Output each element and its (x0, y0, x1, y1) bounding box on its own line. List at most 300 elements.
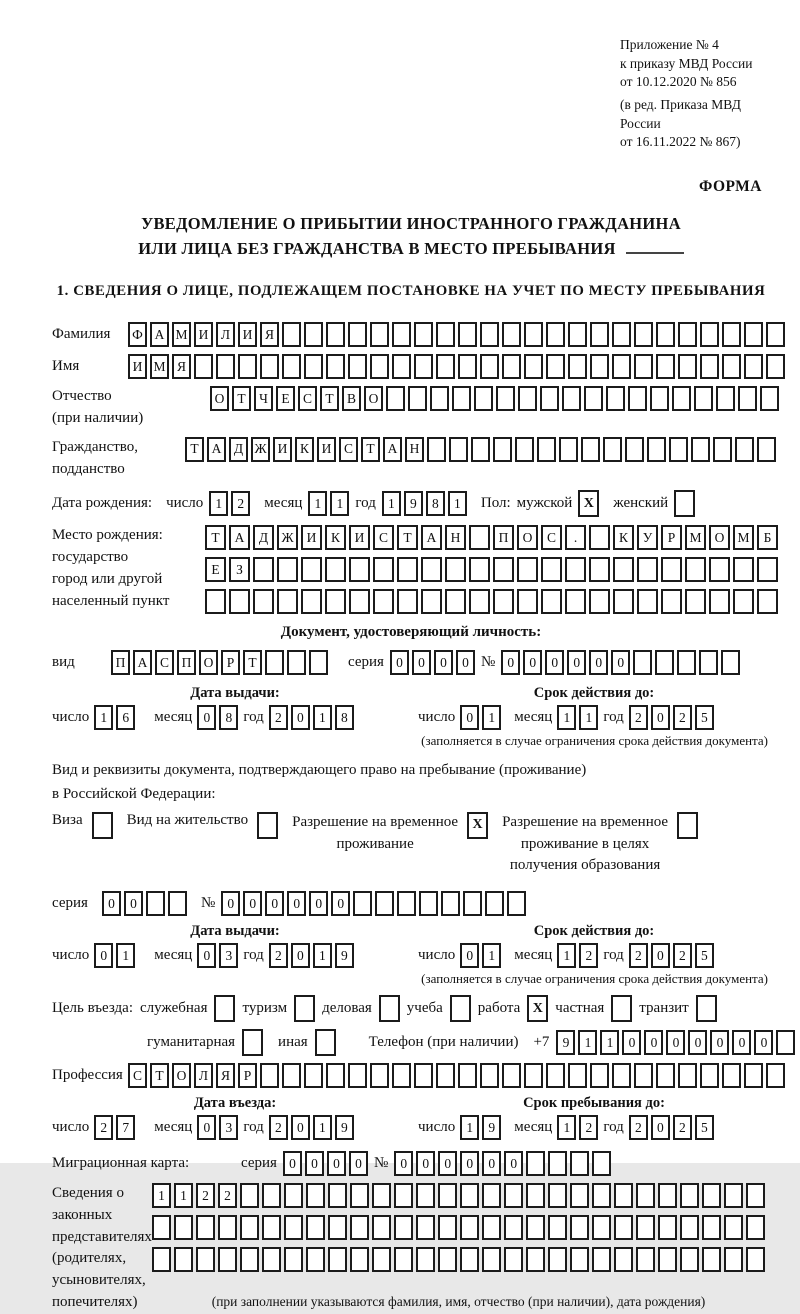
gender-male-checkbox[interactable]: X (578, 490, 599, 517)
char-cell[interactable]: Т (243, 650, 262, 675)
char-cell[interactable] (526, 1183, 545, 1208)
char-cell[interactable]: 0 (545, 650, 564, 675)
char-cell[interactable] (700, 322, 719, 347)
char-cell[interactable]: 8 (426, 491, 445, 516)
char-cell[interactable] (353, 891, 372, 916)
char-cell[interactable] (746, 1183, 765, 1208)
char-cell[interactable] (328, 1247, 347, 1272)
char-cell[interactable] (474, 386, 493, 411)
char-cell[interactable]: А (150, 322, 169, 347)
char-cell[interactable] (348, 322, 367, 347)
char-cell[interactable]: 1 (578, 1030, 597, 1055)
char-cell[interactable] (414, 322, 433, 347)
purpose-private-checkbox[interactable] (611, 995, 632, 1022)
purpose-transit-checkbox[interactable] (696, 995, 717, 1022)
char-cell[interactable]: З (229, 557, 250, 582)
char-cell[interactable] (394, 1215, 413, 1240)
char-cell[interactable]: А (133, 650, 152, 675)
char-cell[interactable]: Т (205, 525, 226, 550)
char-cell[interactable]: 2 (196, 1183, 215, 1208)
char-cell[interactable] (709, 557, 730, 582)
char-cell[interactable]: 0 (666, 1030, 685, 1055)
char-cell[interactable] (326, 354, 345, 379)
char-cell[interactable] (614, 1183, 633, 1208)
char-cell[interactable] (240, 1247, 259, 1272)
char-cell[interactable]: 0 (688, 1030, 707, 1055)
char-cell[interactable] (205, 589, 226, 614)
char-cell[interactable]: 0 (283, 1151, 302, 1176)
char-cell[interactable]: 0 (124, 891, 143, 916)
char-cell[interactable] (469, 589, 490, 614)
char-cell[interactable] (592, 1247, 611, 1272)
char-cell[interactable]: 0 (197, 705, 216, 730)
char-cell[interactable] (284, 1247, 303, 1272)
char-cell[interactable]: . (565, 525, 586, 550)
char-cell[interactable] (733, 557, 754, 582)
char-cell[interactable] (655, 650, 674, 675)
char-cell[interactable] (240, 1183, 259, 1208)
char-cell[interactable]: 1 (448, 491, 467, 516)
char-cell[interactable] (507, 891, 526, 916)
char-cell[interactable] (373, 557, 394, 582)
char-cell[interactable] (370, 322, 389, 347)
char-cell[interactable] (445, 589, 466, 614)
char-cell[interactable] (589, 557, 610, 582)
char-cell[interactable] (196, 1247, 215, 1272)
char-cell[interactable] (760, 386, 779, 411)
migcard-series-cells[interactable] (283, 1151, 368, 1176)
char-cell[interactable]: 2 (629, 943, 648, 968)
birth-day-cells[interactable] (209, 491, 250, 516)
char-cell[interactable]: Ф (128, 322, 147, 347)
char-cell[interactable]: 1 (313, 705, 332, 730)
char-cell[interactable] (394, 1247, 413, 1272)
stay-year[interactable] (629, 1115, 714, 1140)
char-cell[interactable] (614, 1215, 633, 1240)
char-cell[interactable] (647, 437, 666, 462)
char-cell[interactable] (565, 557, 586, 582)
char-cell[interactable]: П (111, 650, 130, 675)
char-cell[interactable]: 0 (412, 650, 431, 675)
char-cell[interactable] (196, 1215, 215, 1240)
iddoc-number-cells[interactable] (501, 650, 740, 675)
char-cell[interactable] (262, 1247, 281, 1272)
char-cell[interactable] (152, 1215, 171, 1240)
char-cell[interactable] (680, 1215, 699, 1240)
char-cell[interactable] (397, 589, 418, 614)
stay-month[interactable] (557, 1115, 598, 1140)
char-cell[interactable] (658, 1183, 677, 1208)
char-cell[interactable]: 2 (673, 1115, 692, 1140)
char-cell[interactable] (438, 1215, 457, 1240)
char-cell[interactable]: 2 (579, 943, 598, 968)
char-cell[interactable] (702, 1183, 721, 1208)
char-cell[interactable] (502, 1063, 521, 1088)
char-cell[interactable]: Ж (251, 437, 270, 462)
char-cell[interactable]: О (364, 386, 383, 411)
char-cell[interactable] (757, 557, 778, 582)
char-cell[interactable] (328, 1215, 347, 1240)
char-cell[interactable] (570, 1215, 589, 1240)
char-cell[interactable] (568, 354, 587, 379)
char-cell[interactable] (590, 354, 609, 379)
char-cell[interactable] (606, 386, 625, 411)
char-cell[interactable]: 1 (116, 943, 135, 968)
char-cell[interactable]: И (128, 354, 147, 379)
char-cell[interactable] (469, 557, 490, 582)
char-cell[interactable]: В (342, 386, 361, 411)
char-cell[interactable] (471, 437, 490, 462)
char-cell[interactable]: И (273, 437, 292, 462)
char-cell[interactable]: 1 (308, 491, 327, 516)
char-cell[interactable] (277, 589, 298, 614)
char-cell[interactable] (504, 1215, 523, 1240)
char-cell[interactable] (702, 1247, 721, 1272)
char-cell[interactable]: О (172, 1063, 191, 1088)
char-cell[interactable] (562, 386, 581, 411)
char-cell[interactable]: 0 (305, 1151, 324, 1176)
visa-checkbox[interactable] (92, 812, 113, 839)
char-cell[interactable] (709, 589, 730, 614)
char-cell[interactable] (325, 589, 346, 614)
char-cell[interactable]: 5 (695, 943, 714, 968)
char-cell[interactable]: 0 (197, 943, 216, 968)
char-cell[interactable] (568, 1063, 587, 1088)
char-cell[interactable]: 1 (382, 491, 401, 516)
char-cell[interactable] (460, 1183, 479, 1208)
char-cell[interactable] (526, 1215, 545, 1240)
char-cell[interactable] (678, 354, 697, 379)
iddoc-expiry-year[interactable] (629, 705, 714, 730)
char-cell[interactable] (716, 386, 735, 411)
char-cell[interactable] (658, 1247, 677, 1272)
char-cell[interactable]: 2 (673, 943, 692, 968)
char-cell[interactable] (194, 354, 213, 379)
char-cell[interactable] (581, 437, 600, 462)
char-cell[interactable]: 2 (231, 491, 250, 516)
char-cell[interactable]: Р (661, 525, 682, 550)
char-cell[interactable]: 0 (327, 1151, 346, 1176)
char-cell[interactable] (309, 650, 328, 675)
char-cell[interactable]: 1 (557, 1115, 576, 1140)
resdoc-number-cells[interactable] (221, 891, 526, 916)
char-cell[interactable]: М (150, 354, 169, 379)
char-cell[interactable]: 2 (94, 1115, 113, 1140)
char-cell[interactable]: 9 (335, 1115, 354, 1140)
char-cell[interactable] (265, 650, 284, 675)
char-cell[interactable]: Ч (254, 386, 273, 411)
char-cell[interactable] (441, 891, 460, 916)
temp-permit-checkbox[interactable]: X (467, 812, 488, 839)
char-cell[interactable] (724, 1215, 743, 1240)
char-cell[interactable]: 1 (557, 705, 576, 730)
char-cell[interactable]: 0 (611, 650, 630, 675)
char-cell[interactable] (304, 322, 323, 347)
char-cell[interactable] (546, 322, 565, 347)
char-cell[interactable] (301, 557, 322, 582)
char-cell[interactable] (541, 557, 562, 582)
char-cell[interactable]: 1 (313, 943, 332, 968)
char-cell[interactable]: Д (253, 525, 274, 550)
char-cell[interactable] (496, 386, 515, 411)
char-cell[interactable] (548, 1215, 567, 1240)
char-cell[interactable] (416, 1215, 435, 1240)
char-cell[interactable] (284, 1215, 303, 1240)
iddoc-kind-cells[interactable] (111, 650, 328, 675)
iddoc-issue-month[interactable] (197, 705, 238, 730)
char-cell[interactable]: М (733, 525, 754, 550)
char-cell[interactable] (517, 589, 538, 614)
char-cell[interactable] (421, 589, 442, 614)
char-cell[interactable] (416, 1247, 435, 1272)
char-cell[interactable] (636, 1247, 655, 1272)
edu-permit-checkbox[interactable] (677, 812, 698, 839)
char-cell[interactable] (262, 1215, 281, 1240)
char-cell[interactable]: 1 (600, 1030, 619, 1055)
char-cell[interactable] (350, 1215, 369, 1240)
char-cell[interactable]: 0 (221, 891, 240, 916)
char-cell[interactable]: М (172, 322, 191, 347)
char-cell[interactable]: Р (221, 650, 240, 675)
char-cell[interactable]: О (517, 525, 538, 550)
birthplace-cells-row2[interactable] (205, 557, 778, 582)
phone-cells[interactable] (556, 1030, 795, 1055)
char-cell[interactable]: 2 (218, 1183, 237, 1208)
char-cell[interactable]: 0 (622, 1030, 641, 1055)
birthplace-cells-row1[interactable] (205, 525, 778, 550)
char-cell[interactable] (757, 437, 776, 462)
citizenship-cells[interactable] (185, 437, 776, 462)
char-cell[interactable] (603, 437, 622, 462)
char-cell[interactable] (350, 1247, 369, 1272)
char-cell[interactable] (326, 322, 345, 347)
char-cell[interactable]: И (301, 525, 322, 550)
char-cell[interactable] (392, 354, 411, 379)
char-cell[interactable]: 0 (243, 891, 262, 916)
char-cell[interactable] (691, 437, 710, 462)
char-cell[interactable]: Т (320, 386, 339, 411)
char-cell[interactable] (724, 1247, 743, 1272)
char-cell[interactable]: 2 (269, 943, 288, 968)
char-cell[interactable] (517, 557, 538, 582)
char-cell[interactable]: Б (757, 525, 778, 550)
char-cell[interactable] (658, 1215, 677, 1240)
char-cell[interactable]: 1 (330, 491, 349, 516)
representatives-cells-row1[interactable] (152, 1183, 765, 1208)
char-cell[interactable] (559, 437, 578, 462)
char-cell[interactable]: 0 (287, 891, 306, 916)
char-cell[interactable] (678, 322, 697, 347)
char-cell[interactable] (480, 322, 499, 347)
char-cell[interactable] (485, 891, 504, 916)
char-cell[interactable]: Т (150, 1063, 169, 1088)
char-cell[interactable] (287, 650, 306, 675)
char-cell[interactable]: А (229, 525, 250, 550)
char-cell[interactable] (680, 1247, 699, 1272)
char-cell[interactable]: 8 (335, 705, 354, 730)
char-cell[interactable]: Я (172, 354, 191, 379)
char-cell[interactable] (493, 437, 512, 462)
char-cell[interactable] (238, 354, 257, 379)
char-cell[interactable]: Я (216, 1063, 235, 1088)
char-cell[interactable]: 0 (732, 1030, 751, 1055)
char-cell[interactable]: У (637, 525, 658, 550)
char-cell[interactable]: Д (229, 437, 248, 462)
char-cell[interactable] (524, 322, 543, 347)
char-cell[interactable] (372, 1215, 391, 1240)
char-cell[interactable] (524, 354, 543, 379)
char-cell[interactable] (724, 1183, 743, 1208)
char-cell[interactable]: 2 (269, 1115, 288, 1140)
char-cell[interactable] (568, 322, 587, 347)
entry-year[interactable] (269, 1115, 354, 1140)
purpose-official-checkbox[interactable] (214, 995, 235, 1022)
char-cell[interactable]: 0 (416, 1151, 435, 1176)
char-cell[interactable]: 2 (579, 1115, 598, 1140)
char-cell[interactable]: А (383, 437, 402, 462)
char-cell[interactable]: Л (194, 1063, 213, 1088)
char-cell[interactable]: М (685, 525, 706, 550)
char-cell[interactable] (168, 891, 187, 916)
char-cell[interactable] (628, 386, 647, 411)
char-cell[interactable] (328, 1183, 347, 1208)
char-cell[interactable]: Т (232, 386, 251, 411)
char-cell[interactable]: 0 (349, 1151, 368, 1176)
char-cell[interactable] (570, 1151, 589, 1176)
char-cell[interactable] (721, 650, 740, 675)
char-cell[interactable] (282, 354, 301, 379)
char-cell[interactable]: 0 (456, 650, 475, 675)
resdoc-expiry-month[interactable] (557, 943, 598, 968)
char-cell[interactable]: 0 (291, 705, 310, 730)
char-cell[interactable] (386, 386, 405, 411)
char-cell[interactable]: 0 (651, 943, 670, 968)
iddoc-expiry-month[interactable] (557, 705, 598, 730)
char-cell[interactable]: С (155, 650, 174, 675)
patronymic-cells[interactable] (210, 386, 779, 411)
char-cell[interactable]: 0 (482, 1151, 501, 1176)
char-cell[interactable] (262, 1183, 281, 1208)
char-cell[interactable] (438, 1183, 457, 1208)
char-cell[interactable] (733, 589, 754, 614)
char-cell[interactable]: О (210, 386, 229, 411)
representatives-cells-row2[interactable] (152, 1215, 765, 1240)
char-cell[interactable] (240, 1215, 259, 1240)
char-cell[interactable]: И (349, 525, 370, 550)
char-cell[interactable] (678, 1063, 697, 1088)
char-cell[interactable] (757, 589, 778, 614)
char-cell[interactable] (590, 1063, 609, 1088)
char-cell[interactable]: 1 (174, 1183, 193, 1208)
char-cell[interactable]: С (373, 525, 394, 550)
profession-cells[interactable] (128, 1063, 785, 1088)
char-cell[interactable] (537, 437, 556, 462)
char-cell[interactable] (325, 557, 346, 582)
purpose-tourism-checkbox[interactable] (294, 995, 315, 1022)
char-cell[interactable] (436, 1063, 455, 1088)
char-cell[interactable] (694, 386, 713, 411)
char-cell[interactable]: Н (445, 525, 466, 550)
char-cell[interactable] (436, 354, 455, 379)
char-cell[interactable] (373, 589, 394, 614)
char-cell[interactable] (460, 1247, 479, 1272)
char-cell[interactable]: О (199, 650, 218, 675)
char-cell[interactable]: Е (205, 557, 226, 582)
char-cell[interactable]: 2 (673, 705, 692, 730)
char-cell[interactable] (482, 1215, 501, 1240)
char-cell[interactable] (612, 354, 631, 379)
char-cell[interactable] (304, 354, 323, 379)
char-cell[interactable] (419, 891, 438, 916)
char-cell[interactable] (152, 1247, 171, 1272)
char-cell[interactable] (493, 557, 514, 582)
iddoc-issue-year[interactable] (269, 705, 354, 730)
char-cell[interactable]: 0 (501, 650, 520, 675)
char-cell[interactable] (592, 1183, 611, 1208)
char-cell[interactable] (766, 354, 785, 379)
birth-month-cells[interactable] (308, 491, 349, 516)
char-cell[interactable] (592, 1215, 611, 1240)
char-cell[interactable] (372, 1183, 391, 1208)
char-cell[interactable]: 5 (695, 1115, 714, 1140)
char-cell[interactable] (458, 322, 477, 347)
char-cell[interactable] (546, 1063, 565, 1088)
char-cell[interactable]: К (295, 437, 314, 462)
iddoc-expiry-day[interactable] (460, 705, 501, 730)
char-cell[interactable] (613, 557, 634, 582)
char-cell[interactable] (634, 1063, 653, 1088)
char-cell[interactable] (722, 354, 741, 379)
purpose-humanitarian-checkbox[interactable] (242, 1029, 263, 1056)
char-cell[interactable] (744, 354, 763, 379)
char-cell[interactable] (502, 322, 521, 347)
char-cell[interactable]: С (339, 437, 358, 462)
char-cell[interactable] (592, 1151, 611, 1176)
char-cell[interactable] (565, 589, 586, 614)
char-cell[interactable] (282, 1063, 301, 1088)
representatives-cells-row3[interactable] (152, 1247, 765, 1272)
char-cell[interactable] (480, 1063, 499, 1088)
char-cell[interactable]: 2 (629, 1115, 648, 1140)
char-cell[interactable] (146, 891, 165, 916)
char-cell[interactable] (526, 1151, 545, 1176)
char-cell[interactable] (392, 1063, 411, 1088)
char-cell[interactable] (218, 1247, 237, 1272)
char-cell[interactable]: 1 (94, 705, 113, 730)
entry-day[interactable] (94, 1115, 135, 1140)
char-cell[interactable] (349, 557, 370, 582)
char-cell[interactable] (427, 437, 446, 462)
char-cell[interactable]: 0 (460, 943, 479, 968)
char-cell[interactable]: 2 (269, 705, 288, 730)
char-cell[interactable]: Ж (277, 525, 298, 550)
char-cell[interactable] (744, 1063, 763, 1088)
char-cell[interactable] (713, 437, 732, 462)
purpose-business-checkbox[interactable] (379, 995, 400, 1022)
char-cell[interactable]: 1 (482, 943, 501, 968)
char-cell[interactable]: С (298, 386, 317, 411)
resdoc-expiry-day[interactable] (460, 943, 501, 968)
char-cell[interactable] (650, 386, 669, 411)
permit-checkbox[interactable] (257, 812, 278, 839)
char-cell[interactable]: 0 (265, 891, 284, 916)
char-cell[interactable] (504, 1247, 523, 1272)
char-cell[interactable] (700, 1063, 719, 1088)
char-cell[interactable]: 1 (460, 1115, 479, 1140)
char-cell[interactable]: 1 (579, 705, 598, 730)
purpose-work-checkbox[interactable]: X (527, 995, 548, 1022)
char-cell[interactable] (392, 322, 411, 347)
